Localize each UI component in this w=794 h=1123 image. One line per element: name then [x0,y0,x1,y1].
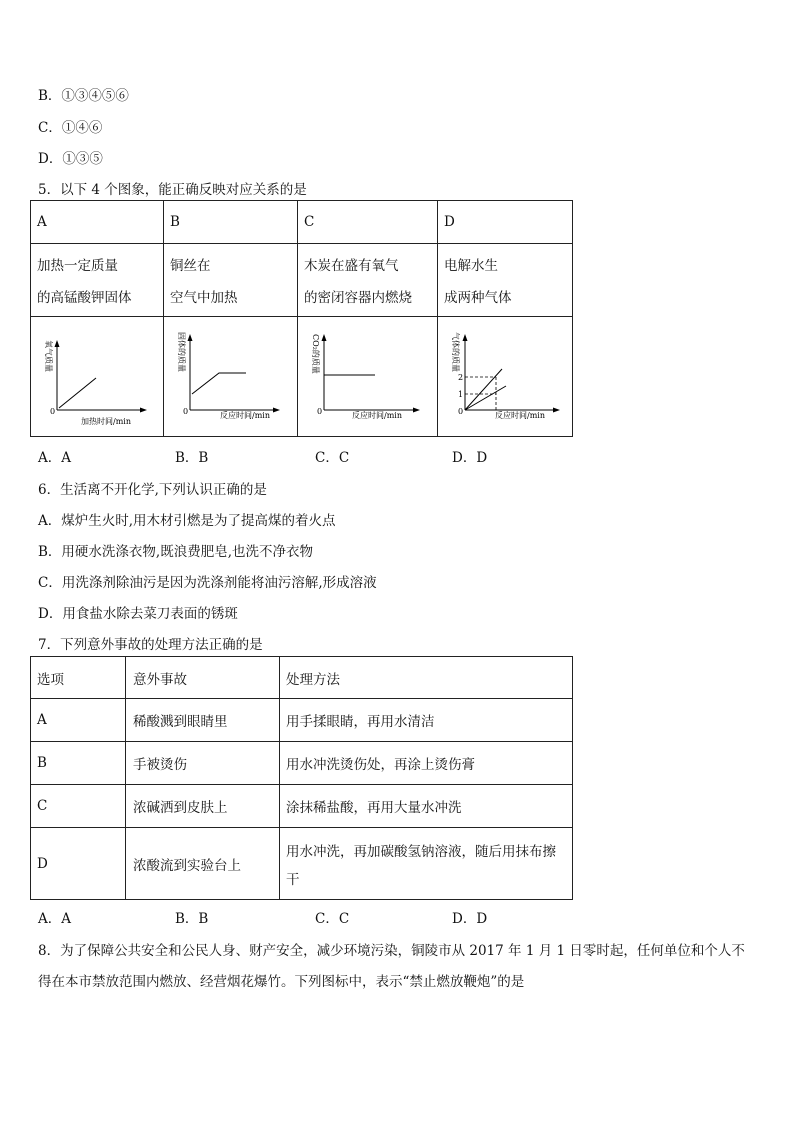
q7-answer-a: A．A [38,911,71,927]
q5-answer-c: C．C [315,450,350,466]
desc-line: 空气中加热 [170,290,238,306]
q6-option-a: A．煤炉生火时,用木材引燃是为了提高煤的着火点 [38,513,336,529]
tick-2: 2 [458,372,464,382]
graph-a-line [59,378,96,408]
q6-option-c: C．用洗涤剂除油污是因为洗涤剂能将油污溶解,形成溶液 [38,575,377,591]
option-c-prev: C．①④⑥ [38,120,103,136]
q5-col-d-desc [438,244,573,317]
q5-col-d-letter: D [438,201,573,244]
origin-label: 0 [317,406,323,416]
y-arrow [322,334,327,341]
desc-line: 木炭在盛有氧气 [304,258,399,274]
origin-label: 0 [183,406,189,416]
desc-line: 加热一定质量 [37,258,118,274]
q8-line-1: 8．为了保障公共安全和公民人身、财产安全，减少环境污染，铜陵市从 2017 年 1 月 1 日零时起，任何单位和个人不 [38,943,745,959]
q7-row-d-option: D [31,828,126,900]
graph-c [298,318,437,436]
graph-d-xlabel: 反应时间/min [495,410,545,420]
option-b-prev: B．①③④⑤⑥ [38,88,129,104]
y-arrow [463,334,468,341]
q5-graph-c-cell [298,317,438,437]
q5-graph-d-cell [438,317,573,437]
desc-line: 成两种气体 [444,290,512,306]
q5-table [30,200,573,437]
q7-header-option: 选项 [31,657,126,699]
graph-a-xlabel: 加热时间/min [81,416,131,426]
x-arrow [553,407,560,412]
x-arrow [140,407,147,412]
graph-a [31,318,163,436]
q7-row-a-accident: 稀酸溅到眼睛里 [126,699,280,742]
origin-label: 0 [458,406,464,416]
graph-d-line-h2 [465,369,502,410]
graph-d [438,318,572,436]
q7-row-a-option: A [31,699,126,742]
graph-c-ylabel: CO₂的质量 [311,333,320,374]
method-line: 用水冲洗，再加碳酸氢钠溶液，随后用抹布擦 [286,843,556,860]
q5-stem: 5．以下 4 个图象，能正确反映对应关系的是 [38,182,307,198]
q7-row-b-method: 用水冲洗烫伤处，再涂上烫伤膏 [280,742,573,785]
q5-col-a-desc [31,244,164,317]
graph-d-line-o2 [465,386,506,410]
q5-col-a-letter: A [31,201,164,244]
q7-answer-d: D．D [452,911,488,927]
q7-row-b-option: B [31,742,126,785]
desc-line: 铜丝在 [170,258,211,274]
q5-col-b-desc [164,244,298,317]
q7-table [30,656,573,900]
tick-1: 1 [458,389,464,399]
q7-answer-b: B．B [175,911,209,927]
q7-row-c-method: 涂抹稀盐酸，再用大量水冲洗 [280,785,573,828]
q7-row-d-accident: 浓酸流到实验台上 [126,828,280,900]
q8-line-2: 得在本市禁放范围内燃放、经营烟花爆竹。下列图标中，表示“禁止燃放鞭炮”的是 [38,974,525,990]
y-arrow [188,334,193,341]
graph-d-ylabel: 气体的质量 [451,331,460,372]
option-d-prev: D．①③⑤ [38,151,103,167]
q5-answer-b: B．B [175,450,209,466]
q7-row-c-option: C [31,785,126,828]
q5-answer-d: D．D [452,450,488,466]
q7-row-b-accident: 手被烫伤 [126,742,280,785]
q7-header-method: 处理方法 [280,657,573,699]
q6-stem: 6．生活离不开化学,下列认识正确的是 [38,482,267,498]
desc-line: 的高锰酸钾固体 [37,290,132,306]
desc-line: 电解水生 [444,258,498,274]
q7-row-a-method: 用手揉眼睛，再用水清洁 [280,699,573,742]
graph-c-xlabel: 反应时间/min [352,410,402,420]
q6-option-d: D．用食盐水除去菜刀表面的锈斑 [38,606,238,622]
q5-col-c-desc [298,244,438,317]
q5-col-c-letter: C [298,201,438,244]
origin-label: 0 [50,406,56,416]
x-arrow [413,407,420,412]
graph-b-xlabel: 反应时间/min [220,410,270,420]
q5-graph-a-cell [31,317,164,437]
graph-b-line [192,373,246,394]
q7-stem: 7．下列意外事故的处理方法正确的是 [38,637,263,653]
q7-row-d-method [280,828,573,900]
q5-answer-a: A．A [38,450,71,466]
y-arrow [55,340,60,347]
method-line: 干 [286,871,300,888]
q7-answer-c: C．C [315,911,350,927]
q6-option-b: B．用硬水洗涤衣物,既浪费肥皂,也洗不净衣物 [38,544,314,560]
graph-b [164,318,297,436]
q5-graph-b-cell [164,317,298,437]
q5-col-b-letter: B [164,201,298,244]
q7-row-c-accident: 浓碱洒到皮肤上 [126,785,280,828]
graph-b-ylabel: 固体的质量 [177,331,186,372]
q7-header-accident: 意外事故 [126,657,280,699]
x-arrow [273,407,280,412]
desc-line: 的密闭容器内燃烧 [304,290,412,306]
graph-a-ylabel: 氧气质量 [44,339,53,372]
